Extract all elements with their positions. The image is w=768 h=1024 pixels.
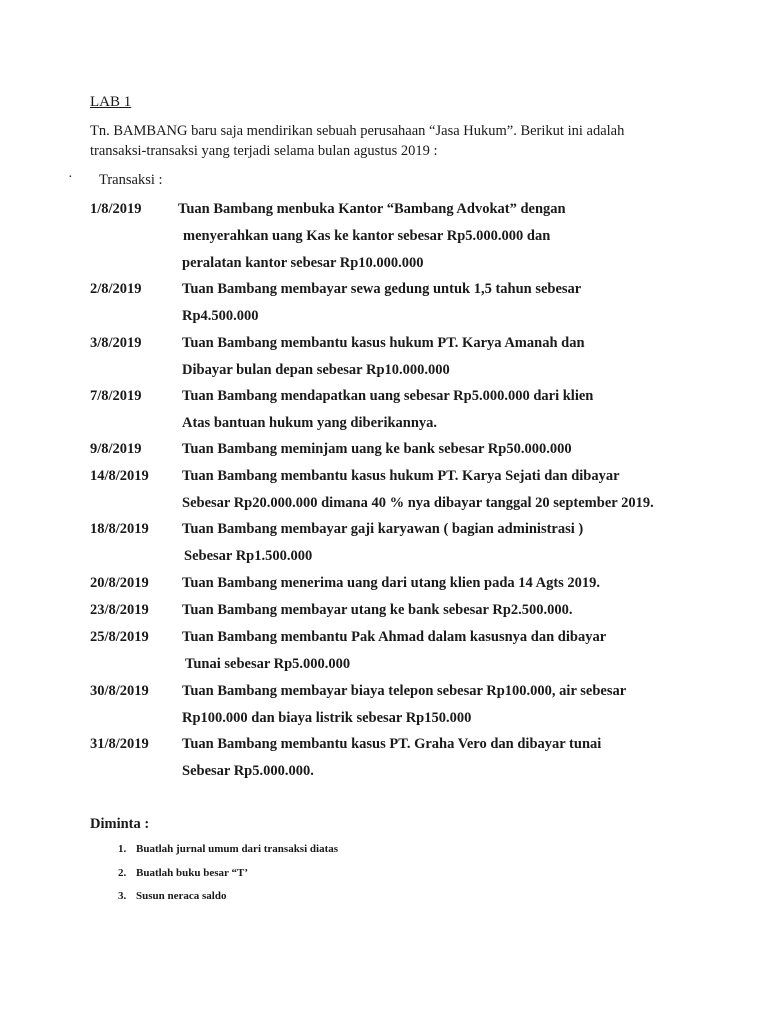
transaction-date: 31/8/2019 <box>90 736 149 752</box>
transaction-description: Tuan Bambang menbuka Kantor “Bambang Advokat” dengan <box>178 201 566 217</box>
transaction-description: Tuan Bambang meminjam uang ke bank sebesar Rp50.000.000 <box>182 441 572 457</box>
transaction-description: Tuan Bambang membantu kasus hukum PT. Karya Amanah dan <box>182 335 585 351</box>
transaction-description: Tuan Bambang membantu Pak Ahmad dalam kasusnya dan dibayar <box>182 629 607 645</box>
transaction-description: Rp4.500.000 <box>182 308 259 324</box>
transaction-date: 7/8/2019 <box>90 388 142 404</box>
transaction-description: Sebesar Rp1.500.000 <box>184 548 313 564</box>
task-number: 3. <box>118 890 127 902</box>
transaction-description: Dibayar bulan depan sebesar Rp10.000.000 <box>182 362 450 378</box>
transaction-description: Sebesar Rp20.000.000 dimana 40 % nya dibayar tanggal 20 september 2019. <box>182 495 654 511</box>
transaction-description: Tunai sebesar Rp5.000.000 <box>185 656 351 672</box>
transaction-description: Rp100.000 dan biaya listrik sebesar Rp150.000 <box>182 710 472 726</box>
bullet-marker: · <box>68 170 73 185</box>
transaction-date: 1/8/2019 <box>90 201 142 217</box>
transaction-description: Tuan Bambang membantu kasus PT. Graha Vero dan dibayar tunai <box>182 736 602 752</box>
transaction-description: Tuan Bambang membayar sewa gedung untuk 1,5 tahun sebesar <box>182 281 582 297</box>
transaction-date: 20/8/2019 <box>90 575 149 591</box>
transaction-description: menyerahkan uang Kas ke kantor sebesar Rp5.000.000 dan <box>183 228 551 244</box>
transaction-date: 2/8/2019 <box>90 281 142 297</box>
document-title: LAB 1 <box>90 94 132 110</box>
transaction-description: peralatan kantor sebesar Rp10.000.000 <box>182 255 424 271</box>
transaction-description: Tuan Bambang membayar gaji karyawan ( bagian administrasi ) <box>182 521 584 537</box>
transaction-description: Tuan Bambang membayar utang ke bank sebesar Rp2.500.000. <box>182 602 573 618</box>
transaksi-heading: Transaksi : <box>99 172 163 188</box>
transaction-description: Sebesar Rp5.000.000. <box>182 763 314 779</box>
transaction-date: 25/8/2019 <box>90 629 149 645</box>
task-number: 1. <box>118 843 127 855</box>
transaction-description: Tuan Bambang membayar biaya telepon sebesar Rp100.000, air sebesar <box>182 683 627 699</box>
transaction-date: 3/8/2019 <box>90 335 142 351</box>
transaction-description: Atas bantuan hukum yang diberikannya. <box>182 415 438 431</box>
transaction-date: 30/8/2019 <box>90 683 149 699</box>
transaction-date: 9/8/2019 <box>90 441 142 457</box>
transaction-description: Tuan Bambang membantu kasus hukum PT. Karya Sejati dan dibayar <box>182 468 620 484</box>
transaction-description: Tuan Bambang menerima uang dari utang klien pada 14 Agts 2019. <box>182 575 601 591</box>
transaction-description: Tuan Bambang mendapatkan uang sebesar Rp5.000.000 dari klien <box>182 388 594 404</box>
transaction-date: 18/8/2019 <box>90 521 149 537</box>
transaction-date: 14/8/2019 <box>90 468 149 484</box>
task-text: Susun neraca saldo <box>136 890 227 902</box>
intro-line-2: transaksi-transaksi yang terjadi selama bulan agustus 2019 : <box>90 143 438 159</box>
intro-line-1: Tn. BAMBANG baru saja mendirikan sebuah perusahaan “Jasa Hukum”. Berikut ini adalah <box>90 123 625 139</box>
diminta-heading: Diminta : <box>90 816 150 832</box>
transaction-date: 23/8/2019 <box>90 602 149 618</box>
task-number: 2. <box>118 867 127 879</box>
task-text: Buatlah jurnal umum dari transaksi diatas <box>136 843 339 855</box>
task-text: Buatlah buku besar “T’ <box>136 867 248 879</box>
